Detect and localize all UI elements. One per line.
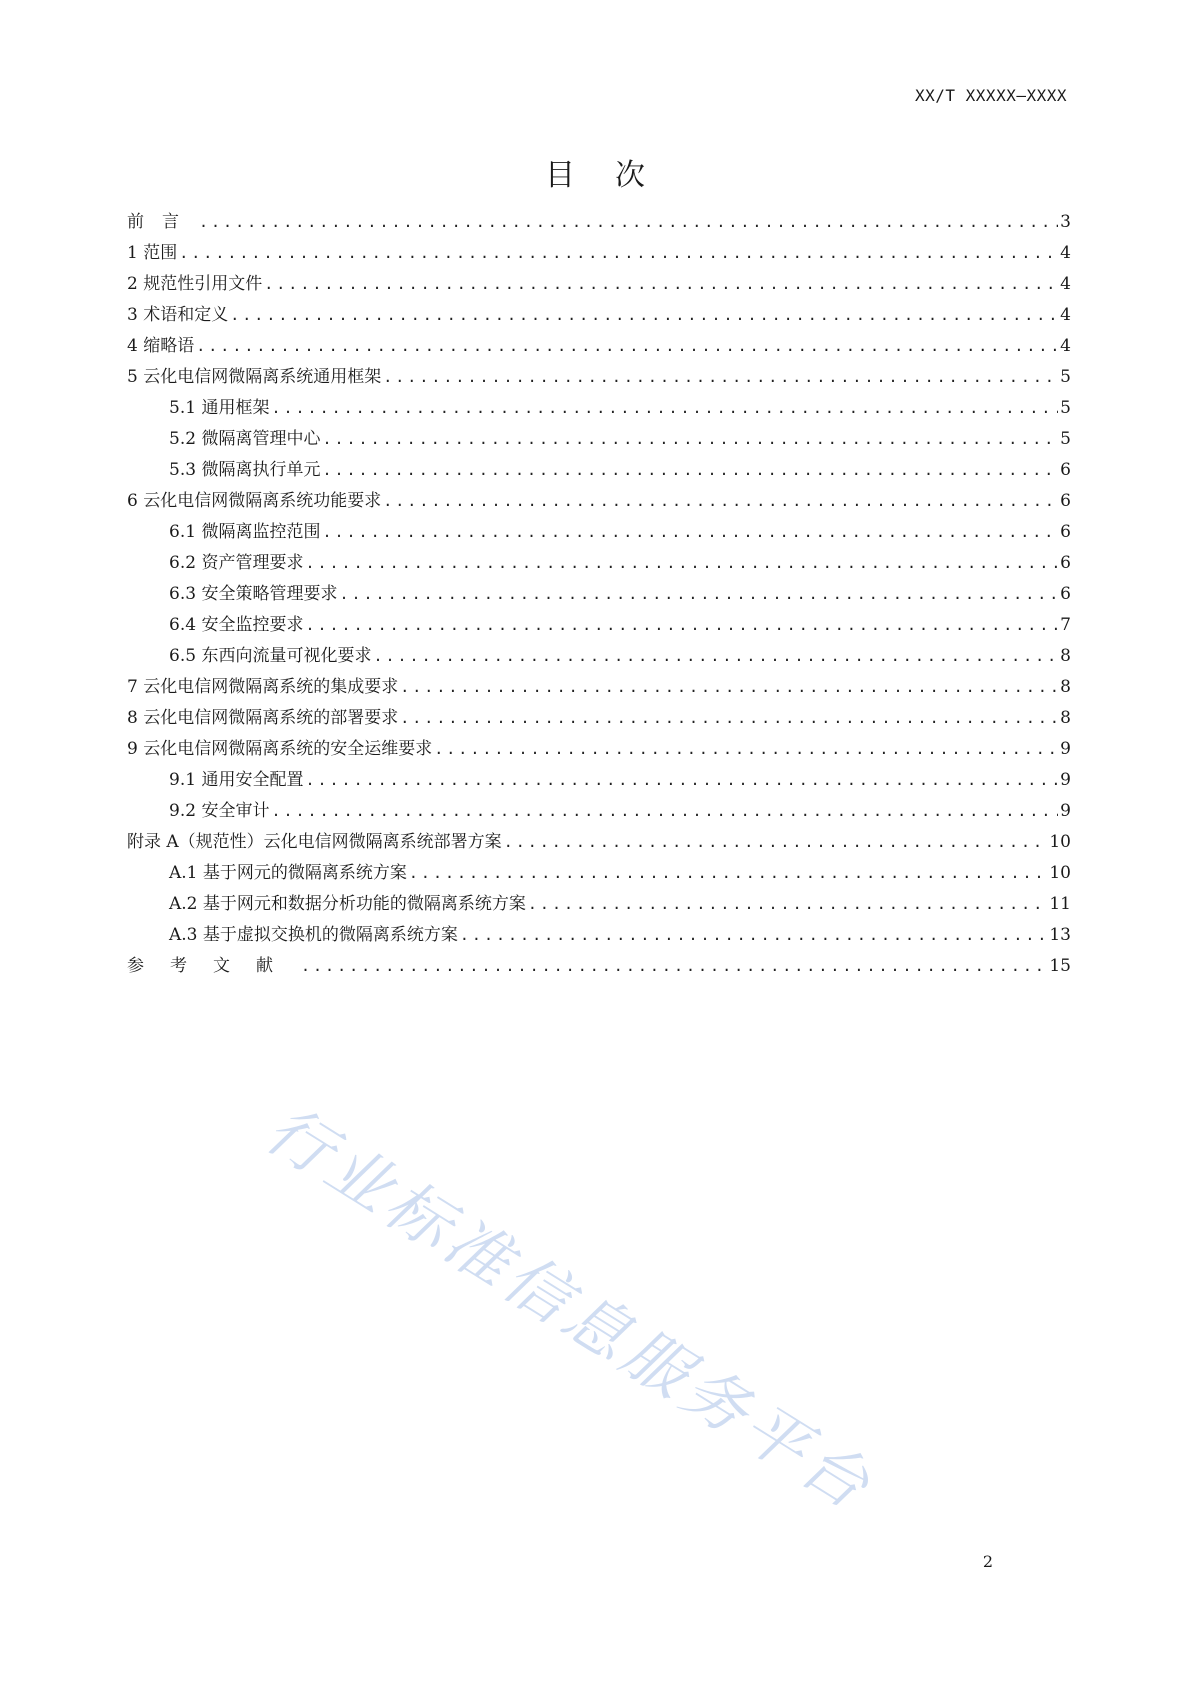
toc-subentry[interactable] [127, 889, 1071, 920]
toc-leader-dots [383, 362, 1058, 393]
toc-entry-page: 10 [1049, 832, 1071, 852]
toc-leader-dots [373, 641, 1058, 672]
toc-entry-page: 5 [1060, 367, 1071, 387]
toc-leader-dots [179, 238, 1058, 269]
toc-leader-dots [322, 424, 1058, 455]
toc-leader-dots [400, 672, 1058, 703]
toc-leader-dots [528, 889, 1047, 920]
toc-entry[interactable] [127, 672, 1071, 703]
toc-leader-dots [271, 796, 1058, 827]
toc-entry[interactable] [127, 269, 1071, 300]
toc-entry-page: 6 [1060, 491, 1071, 511]
toc-entry-page: 9 [1060, 801, 1071, 821]
toc-entry-label: 6.4 安全监控要求 [169, 615, 304, 635]
toc-entry-label: 6.3 安全策略管理要求 [169, 584, 338, 604]
toc-entry-page: 4 [1060, 305, 1071, 325]
toc-subentry[interactable] [127, 641, 1071, 672]
toc-leader-dots [196, 331, 1058, 362]
page-number: 2 [982, 1552, 993, 1571]
toc-entry-label: 6.2 资产管理要求 [169, 553, 304, 573]
toc-entry-page: 8 [1060, 646, 1071, 666]
toc-subentry[interactable] [127, 765, 1071, 796]
toc-subentry[interactable] [127, 424, 1071, 455]
toc-entry-label: 附录 A（规范性）云化电信网微隔离系统部署方案 [127, 832, 502, 852]
table-of-contents [127, 207, 1071, 982]
toc-entry-label: 5.3 微隔离执行单元 [169, 460, 321, 480]
toc-leader-dots [409, 858, 1047, 889]
toc-entry-label: 5.2 微隔离管理中心 [169, 429, 321, 449]
toc-entry-label: 6 云化电信网微隔离系统功能要求 [127, 491, 382, 511]
toc-subentry[interactable] [127, 579, 1071, 610]
toc-entry[interactable] [127, 300, 1071, 331]
toc-entry[interactable] [127, 362, 1071, 393]
toc-entry-page: 5 [1060, 398, 1071, 418]
toc-entry[interactable] [127, 827, 1071, 858]
toc-entry-page: 8 [1060, 708, 1071, 728]
toc-subentry[interactable] [127, 610, 1071, 641]
toc-entry-page: 13 [1049, 925, 1071, 945]
toc-entry-label: 5 云化电信网微隔离系统通用框架 [127, 367, 382, 387]
toc-entry-label: 前言 [127, 212, 197, 232]
toc-entry[interactable] [127, 951, 1071, 982]
toc-entry-page: 6 [1060, 522, 1071, 542]
toc-entry[interactable] [127, 486, 1071, 517]
toc-subentry[interactable] [127, 796, 1071, 827]
toc-entry-page: 11 [1049, 894, 1071, 914]
toc-leader-dots [400, 703, 1058, 734]
toc-entry[interactable] [127, 734, 1071, 765]
toc-entry-label: 9 云化电信网微隔离系统的安全运维要求 [127, 739, 433, 759]
toc-entry-label: 4 缩略语 [127, 336, 195, 356]
toc-leader-dots [301, 951, 1047, 982]
toc-entry-page: 3 [1060, 212, 1071, 232]
toc-subentry[interactable] [127, 517, 1071, 548]
toc-entry-page: 8 [1060, 677, 1071, 697]
toc-leader-dots [504, 827, 1048, 858]
toc-entry-page: 4 [1060, 274, 1071, 294]
toc-entry[interactable] [127, 331, 1071, 362]
toc-leader-dots [271, 393, 1058, 424]
toc-entry-page: 9 [1060, 739, 1071, 759]
toc-entry-label: 9.1 通用安全配置 [169, 770, 304, 790]
toc-entry-page: 7 [1060, 615, 1071, 635]
toc-entry-page: 6 [1060, 460, 1071, 480]
toc-leader-dots [383, 486, 1058, 517]
toc-entry-label: 9.2 安全审计 [169, 801, 270, 821]
toc-leader-dots [434, 734, 1058, 765]
toc-leader-dots [305, 548, 1058, 579]
toc-entry-label: A.3 基于虚拟交换机的微隔离系统方案 [169, 925, 458, 945]
toc-leader-dots [264, 269, 1058, 300]
toc-heading-char-1: 目 [545, 158, 575, 193]
toc-leader-dots [339, 579, 1058, 610]
toc-heading-char-2: 次 [615, 158, 645, 193]
toc-entry-label: 参考文献 [127, 956, 299, 976]
toc-leader-dots [230, 300, 1058, 331]
toc-entry-label: 6.5 东西向流量可视化要求 [169, 646, 372, 666]
toc-entry-page: 6 [1060, 584, 1071, 604]
toc-entry-label: A.2 基于网元和数据分析功能的微隔离系统方案 [169, 894, 526, 914]
toc-leader-dots [460, 920, 1047, 951]
toc-entry-page: 15 [1049, 956, 1071, 976]
toc-entry-page: 10 [1049, 863, 1071, 883]
toc-subentry[interactable] [127, 858, 1071, 889]
toc-entry-page: 4 [1060, 243, 1071, 263]
toc-subentry[interactable] [127, 455, 1071, 486]
toc-entry-label: 1 范围 [127, 243, 178, 263]
toc-leader-dots [305, 765, 1058, 796]
document-code: XX/T XXXXX—XXXX [915, 86, 1067, 105]
toc-subentry[interactable] [127, 548, 1071, 579]
toc-subentry[interactable] [127, 920, 1071, 951]
toc-entry-label: A.1 基于网元的微隔离系统方案 [169, 863, 407, 883]
toc-subentry[interactable] [127, 393, 1071, 424]
toc-entry-page: 9 [1060, 770, 1071, 790]
toc-entry[interactable] [127, 238, 1071, 269]
toc-entry-label: 3 术语和定义 [127, 305, 229, 325]
toc-leader-dots [305, 610, 1058, 641]
toc-entry-label: 2 规范性引用文件 [127, 274, 263, 294]
toc-entry[interactable] [127, 703, 1071, 734]
toc-leader-dots [322, 517, 1058, 548]
toc-leader-dots [322, 455, 1058, 486]
toc-entry-label: 5.1 通用框架 [169, 398, 270, 418]
toc-entry[interactable] [127, 207, 1071, 238]
toc-leader-dots [199, 207, 1058, 238]
watermark: 行业标准信息服务平台 [252, 1092, 886, 1527]
toc-entry-label: 7 云化电信网微隔离系统的集成要求 [127, 677, 399, 697]
toc-entry-label: 6.1 微隔离监控范围 [169, 522, 321, 542]
toc-entry-page: 6 [1060, 553, 1071, 573]
toc-heading [0, 150, 1190, 194]
toc-entry-page: 4 [1060, 336, 1071, 356]
toc-entry-page: 5 [1060, 429, 1071, 449]
toc-entry-label: 8 云化电信网微隔离系统的部署要求 [127, 708, 399, 728]
